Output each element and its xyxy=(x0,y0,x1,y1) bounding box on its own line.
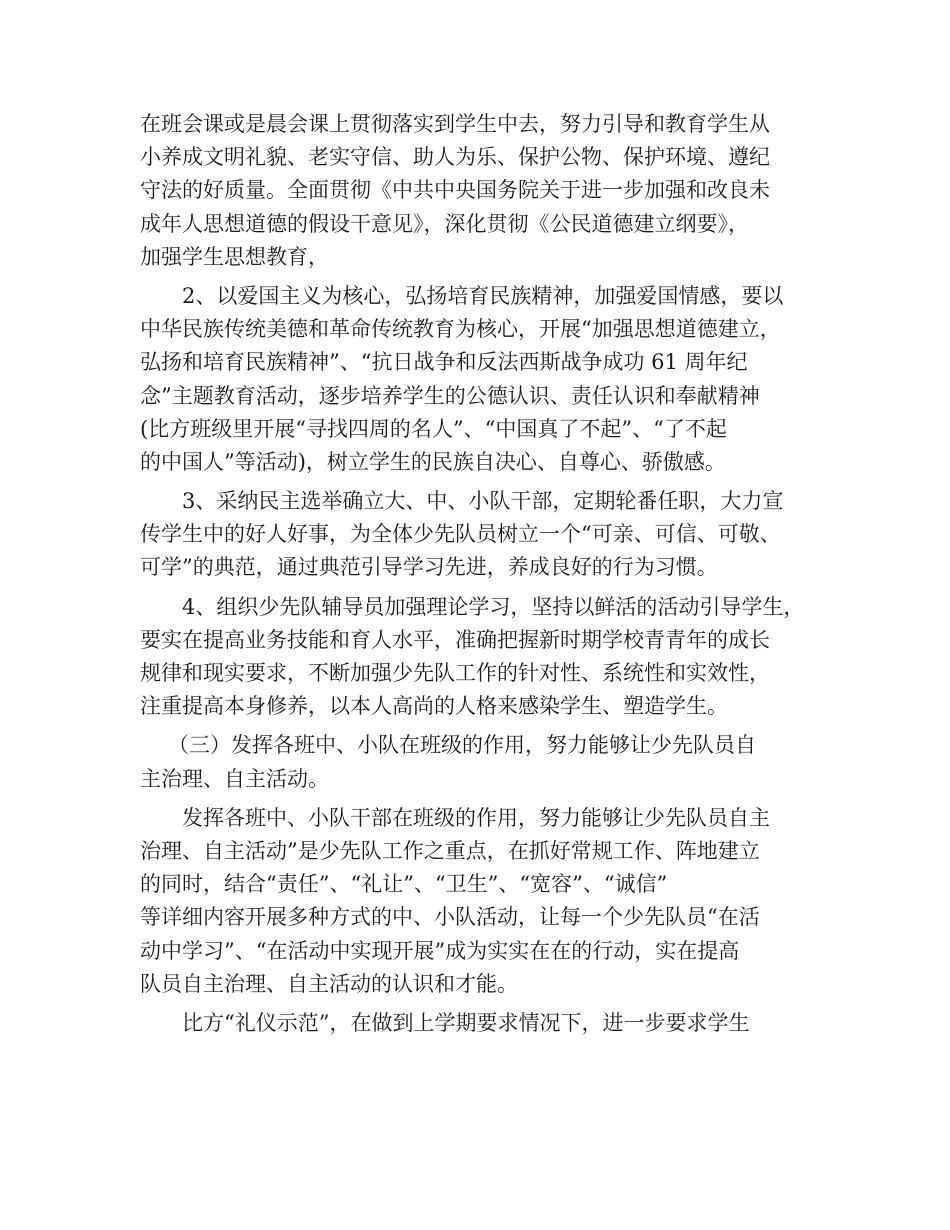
text-line: 4、组织少先队辅导员加强理论学习，坚持以鲜活的活动引导学生， xyxy=(182,594,805,619)
paragraph-item-2 xyxy=(140,280,830,479)
text-line: 2、以爱国主义为核心，弘扬培育民族精神，加强爱国情感，要以 xyxy=(182,283,784,308)
section-heading-3 xyxy=(140,729,830,795)
text-line: 传学生中的好人好事，为全体少先队员树立一个“可亲、可信、可敬、 xyxy=(140,522,781,547)
text-line: 要实在提高业务技能和育人水平，准确把握新时期学校青青年的成长 xyxy=(140,627,770,652)
text-line: （三）发挥各班中、小队在班级的作用，努力能够让少先队员自 xyxy=(168,733,756,758)
text-line: 弘扬和培育民族精神”、“抗日战争和反法西斯战争成功 61 周年纪 xyxy=(140,350,748,375)
text-line: 比方“礼仪示范”，在做到上学期要求情况下，进一步要求学生 xyxy=(182,1010,750,1035)
text-line: 可学”的典范，通过典范引导学习先进，养成良好的行为习惯。 xyxy=(140,555,718,580)
text-line: (比方班级里开展“寻找四周的名人”、“中国真了不起”、“了不起 xyxy=(140,416,727,441)
text-line: 在班会课或是晨会课上贯彻落实到学生中去，努力引导和教育学生从 xyxy=(140,112,770,136)
text-line: 治理、自主活动”是少先队工作之重点，在抓好常规工作、阵地建立 xyxy=(140,838,760,863)
paragraph-example xyxy=(140,1007,830,1040)
paragraph-item-3 xyxy=(140,485,830,585)
text-line: 规律和现实要求，不断加强少先队工作的针对性、系统性和实效性， xyxy=(140,661,770,685)
text-line: 成年人思想道德的假设干意见》，深化贯彻《公民道德建立纲要》， xyxy=(140,211,749,236)
text-line: 注重提高本身修养，以本人高尚的人格来感染学生、塑造学生。 xyxy=(140,694,728,719)
paragraph-continuation xyxy=(140,108,830,274)
paragraph-item-4 xyxy=(140,591,830,724)
text-line: 3、采纳民主选举确立大、中、小队干部，定期轮番任职，大力宣 xyxy=(182,489,784,514)
text-line: 守法的好质量。全面贯彻《中共中央国务院关于进一步加强和改良未 xyxy=(140,178,770,203)
text-line: 的同时，结合“责任”、“礼让”、“卫生”、“宽容”、“诚信” xyxy=(140,872,668,897)
text-line: 小养成文明礼貌、老实守信、助人为乐、保护公物、保护环境、遵纪 xyxy=(140,145,770,170)
text-line: 念”主题教育活动，逐步培养学生的公德认识、责任认识和奉献精神 xyxy=(140,383,760,408)
text-line: 加强学生思想教育， xyxy=(140,244,329,269)
paragraph-section-3-body xyxy=(140,802,830,1001)
text-line: 中华民族传统美德和革命传统教育为核心，开展“加强思想道德建立， xyxy=(140,317,781,342)
text-line: 动中学习”、“在活动中实现开展”成为实实在在的行动，实在提高 xyxy=(140,938,740,963)
text-line: 队员自主治理、自主活动的认识和才能。 xyxy=(140,971,518,996)
text-line: 等详细内容开展多种方式的中、小队活动，让每一个少先队员“在活 xyxy=(140,905,760,930)
document-body xyxy=(140,108,830,1040)
text-line: 发挥各班中、小队干部在班级的作用，努力能够让少先队员自主 xyxy=(182,805,770,830)
text-line: 的中国人”等活动)，树立学生的民族自决心、自尊心、骄傲感。 xyxy=(140,449,726,474)
text-line: 主治理、自主活动。 xyxy=(140,766,329,791)
